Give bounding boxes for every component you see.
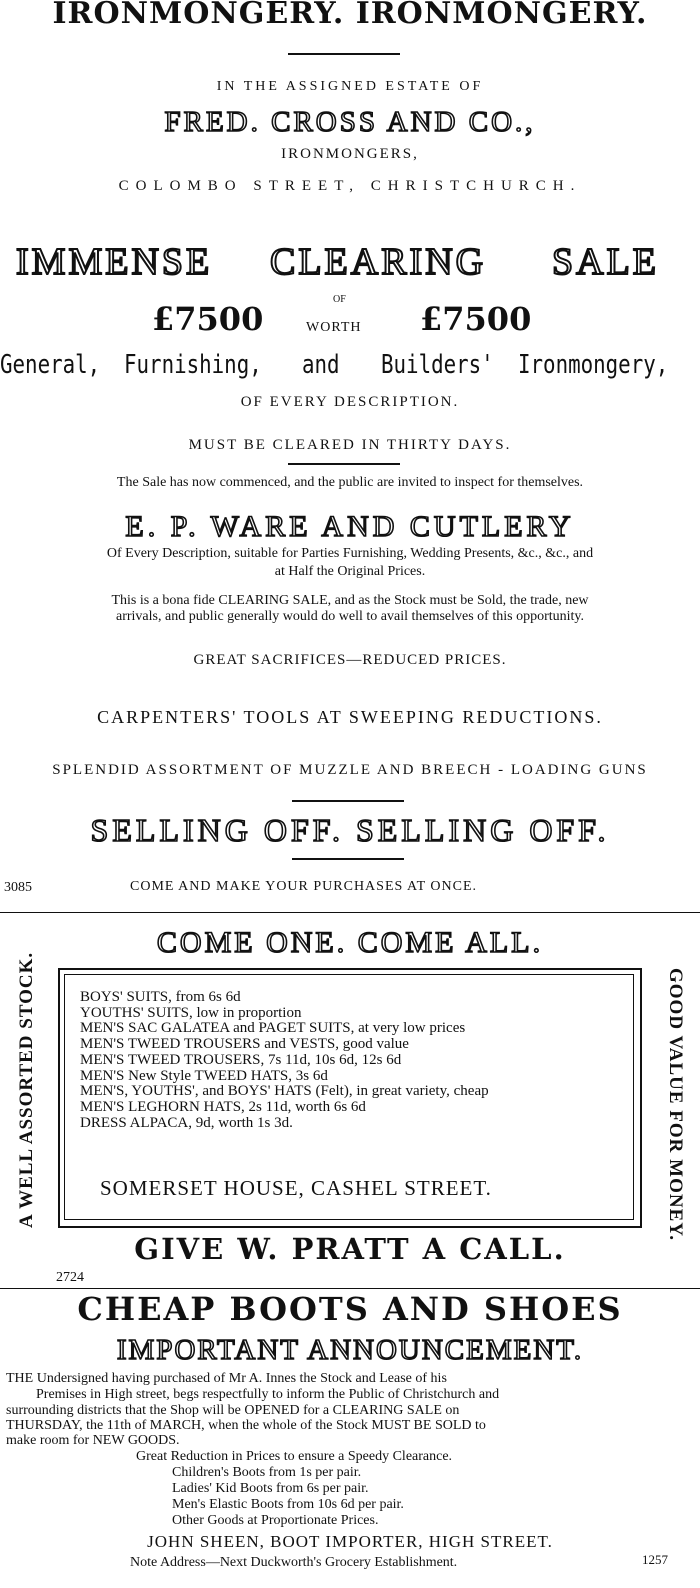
price-line: Ladies' Kid Boots from 6s per pair. xyxy=(172,1481,369,1496)
amount-right: £7500 xyxy=(420,300,532,338)
goods-word-4: Builders' xyxy=(381,350,494,380)
announcement-line-5: make room for NEW GOODS. xyxy=(6,1433,180,1448)
ad-separator xyxy=(0,912,700,913)
divider xyxy=(288,463,400,465)
address: COLOMBO STREET, CHRISTCHURCH. xyxy=(118,178,582,194)
bona-fide-line-1: This is a bona fide CLEARING SALE, and as the Stock must be Sold, the trade, new xyxy=(111,593,589,608)
sale-title-word-3: SALE xyxy=(552,241,659,283)
every-description-line-1: Of Every Description, suitable for Parties Furnishing, Wedding Presents, &c., &c., and xyxy=(106,546,594,561)
items-list xyxy=(80,990,489,1131)
announcement-line-2: Premises in High street, begs respectfully to inform the Public of Christchurch and xyxy=(36,1387,500,1402)
announcement-line-4: THURSDAY, the 11th of MARCH, when the whole of the Stock MUST BE SOLD to xyxy=(6,1418,486,1433)
assigned-estate: IN THE ASSIGNED ESTATE OF xyxy=(216,79,484,94)
somerset-house: SOMERSET HOUSE, CASHEL STREET. xyxy=(100,1176,492,1200)
ad-ref-number: 1257 xyxy=(642,1552,668,1567)
list-item: DRESS ALPACA, 9d, worth 1s 3d. xyxy=(80,1114,293,1131)
cheap-boots-heading: CHEAP BOOTS AND SHOES xyxy=(77,1290,623,1328)
come-one-heading: COME ONE. COME ALL. xyxy=(156,926,544,959)
announcement-line-3: surrounding districts that the Shop will be OPENED for a CLEARING SALE on xyxy=(6,1403,460,1418)
sale-title-word-1: IMMENSE xyxy=(16,241,213,283)
note-address: Note Address—Next Duckworth's Grocery Establishment. xyxy=(130,1555,458,1570)
list-item: BOYS' SUITS, from 6s 6d xyxy=(80,989,241,1005)
side-text-left: A WELL ASSORTED STOCK. xyxy=(16,951,37,1228)
divider xyxy=(292,858,404,860)
list-item: MEN'S SAC GALATEA and PAGET SUITS, at very low prices xyxy=(80,1020,466,1037)
price-line: Other Goods at Proportionate Prices. xyxy=(172,1513,379,1528)
goods-word-3: and xyxy=(302,350,340,380)
boot-importer: JOHN SHEEN, BOOT IMPORTER, HIGH STREET. xyxy=(147,1532,553,1551)
ep-ware-heading: E. P. WARE AND CUTLERY xyxy=(125,510,575,543)
great-sacrifices: GREAT SACRIFICES—REDUCED PRICES. xyxy=(193,652,507,668)
list-item: MEN'S, YOUTHS', and BOYS' HATS (Felt), in great variety, cheap xyxy=(80,1083,489,1100)
list-item: MEN'S TWEED TROUSERS, 7s 11d, 10s 6d, 12s 6d xyxy=(80,1051,402,1068)
great-reduction: Great Reduction in Prices to ensure a Speedy Clearance. xyxy=(136,1449,453,1464)
divider xyxy=(292,800,404,802)
give-pratt-a-call: GIVE W. PRATT A CALL. xyxy=(134,1232,566,1266)
divider xyxy=(288,53,400,55)
headline-ironmongery: IRONMONGERY. IRONMONGERY. xyxy=(52,0,648,31)
bona-fide-line-2: arrivals, and public generally would do well to avail themselves of this opportunity. xyxy=(116,609,584,624)
list-item: YOUTHS' SUITS, low in proportion xyxy=(80,1004,302,1021)
amount-left: £7500 xyxy=(152,300,264,338)
announcement-line-1: THE Undersigned having purchased of Mr A. Innes the Stock and Lease of his xyxy=(6,1371,447,1386)
sale-commenced: The Sale has now commenced, and the public are invited to inspect for themselves. xyxy=(116,475,584,490)
must-be-cleared: MUST BE CLEARED IN THIRTY DAYS. xyxy=(188,437,512,453)
come-and-make: COME AND MAKE YOUR PURCHASES AT ONCE. xyxy=(130,879,477,894)
trade: IRONMONGERS, xyxy=(281,146,419,162)
carpenters-tools: CARPENTERS' TOOLS AT SWEEPING REDUCTIONS. xyxy=(97,707,603,727)
every-description: OF EVERY DESCRIPTION. xyxy=(240,394,460,410)
goods-word-1: General, xyxy=(0,350,101,380)
list-item: MEN'S New Style TWEED HATS, 3s 6d xyxy=(80,1067,328,1084)
important-announcement: IMPORTANT ANNOUNCEMENT. xyxy=(116,1334,584,1366)
sale-title-word-2: CLEARING xyxy=(270,241,487,283)
every-description-line-2: at Half the Original Prices. xyxy=(274,564,426,579)
list-item: MEN'S TWEED TROUSERS and VESTS, good value xyxy=(80,1036,409,1053)
firm-name: FRED. CROSS AND CO., xyxy=(164,106,536,138)
ad-separator xyxy=(0,1288,700,1289)
goods-word-2: Furnishing, xyxy=(124,350,262,380)
price-line: Children's Boots from 1s per pair. xyxy=(172,1465,362,1480)
ad-ref-number: 3085 xyxy=(4,880,32,895)
goods-word-5: Ironmongery, xyxy=(518,350,669,380)
selling-off: SELLING OFF. SELLING OFF. xyxy=(90,812,610,848)
list-item: MEN'S LEGHORN HATS, 2s 11d, worth 6s 6d xyxy=(80,1098,366,1115)
of-label: OF xyxy=(333,294,346,305)
ad-ref-number: 2724 xyxy=(56,1270,84,1285)
price-line: Men's Elastic Boots from 10s 6d per pair. xyxy=(172,1497,404,1512)
worth-label: WORTH xyxy=(306,320,362,335)
side-text-right: GOOD VALUE FOR MONEY. xyxy=(665,968,686,1241)
guns-line: SPLENDID ASSORTMENT OF MUZZLE AND BREECH - LOADING GUNS xyxy=(52,762,648,778)
